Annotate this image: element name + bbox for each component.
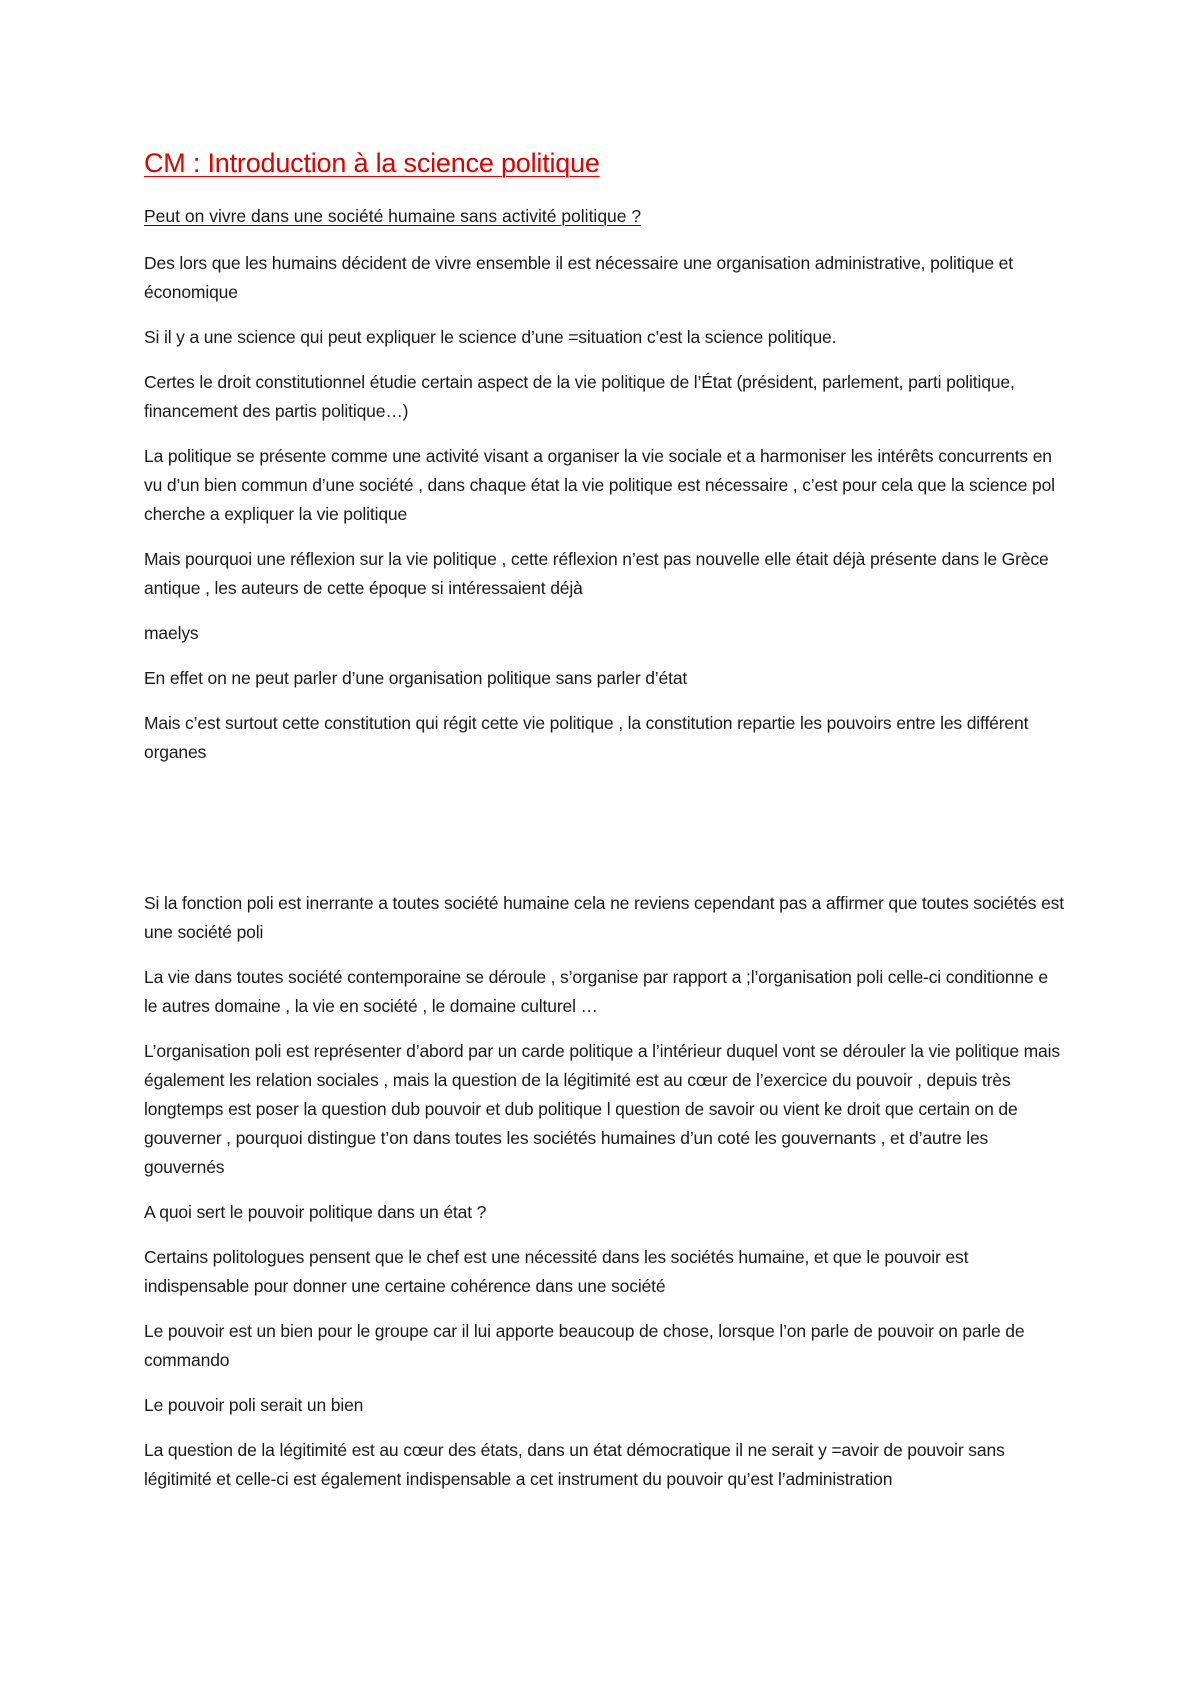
paragraph: Mais c’est surtout cette constitution qui régit cette vie politique , la constitution repartie les pouvoirs entre les différent organes <box>144 713 1029 762</box>
paragraph: Le pouvoir est un bien pour le groupe car il lui apporte beaucoup de chose, lorsque l’on parle de pouvoir on parle de commando <box>144 1321 1025 1370</box>
paragraph: Des lors que les humains décident de vivre ensemble il est nécessaire une organisation administrative, politique et économique <box>144 253 1013 302</box>
paragraph: Si il y a une science qui peut expliquer le science d’une =situation c’est la science politique. <box>144 327 837 347</box>
document-page <box>144 148 1064 1510</box>
paragraph: Certes le droit constitutionnel étudie certain aspect de la vie politique de l’État (président, parlement, parti politique, financement des partis politique…) <box>144 372 1015 421</box>
paragraph: La vie dans toutes société contemporaine se déroule , s’organise par rapport a ;l’organisation poli celle-ci conditionne e le autres domaine , la vie en société , le domaine culturel … <box>144 967 1048 1016</box>
document-question: Peut on vivre dans une société humaine sans activité politique ? <box>144 206 642 226</box>
paragraph: maelys <box>144 623 199 643</box>
paragraph: En effet on ne peut parler d’une organisation politique sans parler d’état <box>144 668 688 688</box>
paragraph: Mais pourquoi une réflexion sur la vie politique , cette réflexion n’est pas nouvelle elle était déjà présente dans le Grèce antique , les auteurs de cette époque si intéressaient déjà <box>144 549 1049 598</box>
document-title: CM : Introduction à la science politique <box>144 148 600 178</box>
paragraph: Le pouvoir poli serait un bien <box>144 1395 364 1415</box>
paragraph: Certains politologues pensent que le chef est une nécessité dans les sociétés humaine, et que le pouvoir est indispensable pour donner une certaine cohérence dans une société <box>144 1247 969 1296</box>
paragraph: La question de la légitimité est au cœur des états, dans un état démocratique il ne serait y =avoir de pouvoir sans légitimité et celle-ci est également indispensable a cet instrument du pouvoir qu’est l’administration <box>144 1440 1005 1489</box>
paragraph: L’organisation poli est représenter d’abord par un carde politique a l’intérieur duquel vont se dérouler la vie politique mais également les relation sociales , mais la question de la légitimité est au cœur de l’exercice du pouvoir , depuis très longtemps est poser la question dub pouvoir et dub politique l question de savoir ou vient ke droit que certain on de gouverner , pourquoi distingue t’on dans toutes les sociétés humaines d’un coté les gouvernants , et d’autre les gouvernés <box>144 1041 1060 1177</box>
paragraph: Si la fonction poli est inerrante a toutes société humaine cela ne reviens cependant pas a affirmer que toutes sociétés est une société poli <box>144 893 1064 942</box>
paragraph: La politique se présente comme une activité visant a organiser la vie sociale et a harmoniser les intérêts concurrents en vu d’un bien commun d’une société , dans chaque état la vie politique est nécessaire , c’est pour cela que la science pol cherche a expliquer la vie politique <box>144 446 1055 524</box>
paragraph: A quoi sert le pouvoir politique dans un état ? <box>144 1202 487 1222</box>
blank-space <box>144 783 1064 889</box>
